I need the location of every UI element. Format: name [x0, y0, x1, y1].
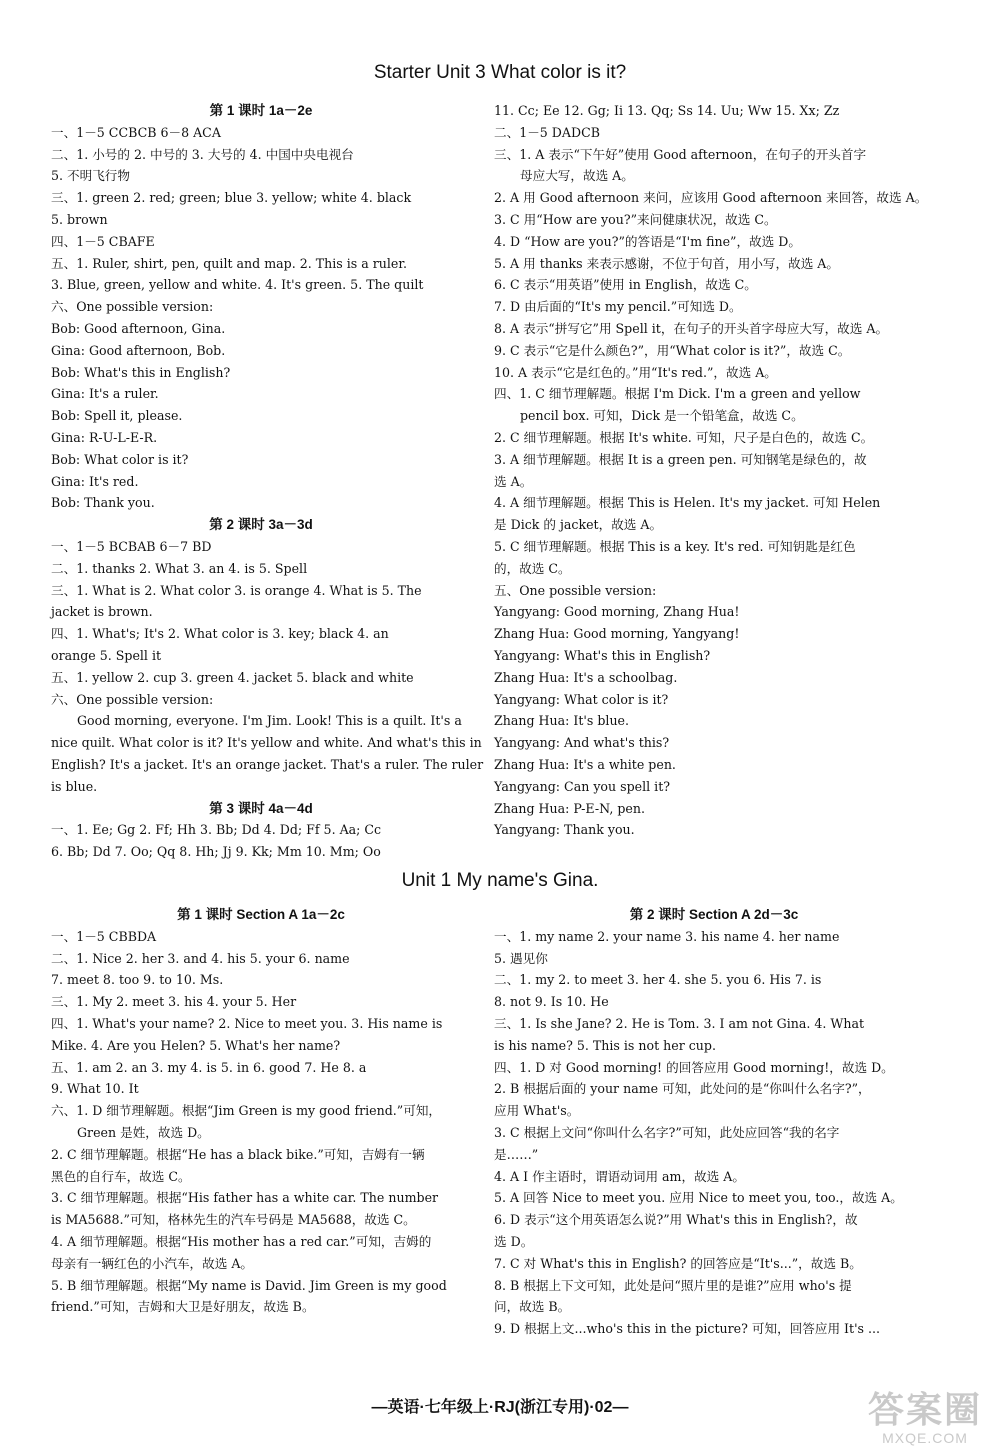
answer-line: 四、1. What's your name? 2. Nice to meet you. 3. His name is	[51, 1015, 443, 1031]
answer-line: 8. A 表示“拼写它”用 Spell it，在句子的开头首字母应大写，故选 A。	[494, 320, 889, 336]
answer-line: 五、1. yellow 2. cup 3. green 4. jacket 5. black and white	[51, 669, 414, 685]
answer-line: 5. B 细节理解题。根据“My name is David. Jim Green is my good	[51, 1277, 447, 1293]
answer-line: Bob: What's this in English?	[51, 364, 231, 380]
answer-line: 一、1－5 CBBDA	[51, 928, 157, 944]
answer-line: 3. A 细节理解题。根据 It is a green pen. 可知钢笔是绿色的，故	[494, 451, 867, 467]
answer-line: 2. B 根据后面的 your name 可知，此处问的是“你叫什么名字?”，	[494, 1081, 871, 1097]
answer-line: Yangyang: Can you spell it?	[494, 778, 671, 794]
answer-line: is his name? 5. This is not her cup.	[494, 1037, 716, 1053]
answer-line: 是 Dick 的 jacket，故选 A。	[494, 517, 663, 533]
answer-line: 三、1. My 2. meet 3. his 4. your 5. Her	[51, 994, 297, 1010]
watermark-logo	[868, 1390, 982, 1446]
answer-line: 4. A 细节理解题。根据“His mother has a red car.”可知，吉姆的	[51, 1233, 432, 1249]
answer-line: 二、1. 小号的 2. 中号的 3. 大号的 4. 中国中央电视台	[51, 146, 354, 162]
column-starter-left	[51, 100, 484, 863]
answer-line: Gina: It's red.	[51, 473, 139, 489]
answer-line: 8. B 根据上下文可知，此处是问“照片里的是谁?”应用 who's 提	[494, 1277, 852, 1293]
answer-line: 五、One possible version:	[494, 582, 657, 598]
answer-line: 一、1－5 BCBAB 6－7 BD	[51, 538, 212, 554]
lesson-heading: 第 2 课时 3a－3d	[209, 517, 313, 533]
answer-line: 二、1. thanks 2. What 3. an 4. is 5. Spell	[51, 560, 308, 576]
answer-line: 五、1. Ruler, shirt, pen, quilt and map. 2. This is a ruler.	[51, 255, 408, 271]
answer-line: pencil box. 可知，Dick 是一个铅笔盒，故选 C。	[520, 408, 804, 424]
answer-line: nice quilt. What color is it? It's yellow and white. And what's this in	[51, 735, 482, 751]
answer-line: is blue.	[51, 778, 98, 794]
answer-line: 3. Blue, green, yellow and white. 4. It's green. 5. The quilt	[51, 277, 424, 293]
answer-line: 9. D 根据上文...who's this in the picture? 可知，回答应用 It's ...	[494, 1321, 881, 1337]
answer-line: 5. A 回答 Nice to meet you. 应用 Nice to meet you, too.，故选 A。	[494, 1190, 903, 1206]
answer-line: 9. What 10. It	[51, 1081, 139, 1097]
answer-line: 6. C 表示“用英语”使用 in English，故选 C。	[494, 277, 757, 293]
answer-line: 二、1. Nice 2. her 3. and 4. his 5. your 6. name	[51, 950, 350, 966]
answer-line: 六、1. D 细节理解题。根据“Jim Green is my good friend.”可知，	[51, 1103, 442, 1119]
answer-line: 6. Bb; Dd 7. Oo; Qq 8. Hh; Jj 9. Kk; Mm 10. Mm; Oo	[51, 844, 381, 860]
answer-line: 黑色的自行车，故选 C。	[51, 1168, 191, 1184]
answer-line: Bob: What color is it?	[51, 451, 189, 467]
answer-line: Zhang Hua: It's a schoolbag.	[494, 669, 678, 685]
answer-line: 5. 遇见你	[494, 950, 548, 966]
answer-line: 7. C 对 What's this in English? 的回答应是“It's...”，故选 B。	[494, 1255, 862, 1271]
answer-line: Bob: Good afternoon, Gina.	[51, 320, 226, 336]
answer-line: Bob: Spell it, please.	[51, 408, 183, 424]
answer-line: Green 是姓，故选 D。	[77, 1124, 210, 1140]
answer-line: 二、1. my 2. to meet 3. her 4. she 5. you 6. His 7. is	[494, 972, 822, 988]
watermark-text: 答案圈	[867, 1389, 982, 1430]
answer-line: 四、1. What's; It's 2. What color is 3. key; black 4. an	[51, 626, 389, 642]
answer-line: 6. D 表示“这个用英语怎么说?”用 What's this in English?，故	[494, 1212, 858, 1228]
answer-line: 应用 What's。	[494, 1103, 580, 1119]
answer-line: 5. C 细节理解题。根据 This is a key. It's red. 可知钥匙是红色	[494, 538, 856, 554]
answer-line: orange 5. Spell it	[51, 647, 162, 663]
answer-line: 选 A。	[494, 473, 533, 489]
answer-line: is MA5688.”可知，格林先生的汽车号码是 MA5688，故选 C。	[51, 1212, 416, 1228]
answer-line: 一、1. Ee; Gg 2. Ff; Hh 3. Bb; Dd 4. Dd; Ff 5. Aa; Cc	[51, 822, 382, 838]
answer-line: 2. A 用 Good afternoon 来问，应该用 Good afternoon 来回答，故选 A。	[494, 190, 928, 206]
answer-line: English? It's a jacket. It's an orange jacket. That's a ruler. The ruler	[51, 756, 484, 772]
answer-line: Yangyang: What's this in English?	[494, 647, 711, 663]
answer-line: Yangyang: And what's this?	[494, 735, 670, 751]
answer-line: 8. not 9. Is 10. He	[494, 994, 609, 1010]
answer-line: Zhang Hua: Good morning, Yangyang!	[494, 626, 740, 642]
answer-line: 7. meet 8. too 9. to 10. Ms.	[51, 972, 224, 988]
answer-line: 2. C 细节理解题。根据 It's white. 可知，尺子是白色的，故选 C。	[494, 429, 874, 445]
answer-line: Gina: Good afternoon, Bob.	[51, 342, 226, 358]
answer-line: 二、1－5 DADCB	[494, 124, 600, 140]
answer-line: Yangyang: Good morning, Zhang Hua!	[494, 604, 740, 620]
answer-line: 是……”	[494, 1146, 539, 1162]
answer-line: 五、1. am 2. an 3. my 4. is 5. in 6. good 7. He 8. a	[51, 1059, 367, 1075]
answer-line: 三、1. A 表示“下午好”使用 Good afternoon，在句子的开头首字	[494, 146, 867, 162]
answer-line: 六、One possible version:	[51, 691, 214, 707]
answer-line: Zhang Hua: It's a white pen.	[494, 756, 676, 772]
answer-line: Bob: Thank you.	[51, 495, 155, 511]
answer-line: 2. C 细节理解题。根据“He has a black bike.”可知，吉姆有一辆	[51, 1146, 425, 1162]
answer-line: 7. D 由后面的“It's my pencil.”可知选 D。	[494, 299, 742, 315]
answer-line: 问，故选 B。	[494, 1299, 571, 1315]
column-unit1-left	[51, 904, 471, 1318]
section-title-starter-unit-3: Starter Unit 3 What color is it?	[373, 62, 627, 83]
section-title-unit-1: Unit 1 My name's Gina.	[401, 870, 599, 891]
answer-line: 4. D “How are you?”的答语是“I'm fine”，故选 D。	[494, 233, 801, 249]
answer-line: 三、1. Is she Jane? 2. He is Tom. 3. I am not Gina. 4. What	[494, 1015, 865, 1031]
lesson-heading: 第 1 课时 1a－2e	[209, 103, 313, 118]
answer-line: 10. A 表示“它是红色的。”用“It's red.”，故选 A。	[494, 364, 777, 380]
answer-line: Good morning, everyone. I'm Jim. Look! This is a quilt. It's a	[77, 713, 462, 729]
answer-line: 4. A 细节理解题。根据 This is Helen. It's my jacket. 可知 Helen	[494, 495, 881, 511]
answer-line: Gina: It's a ruler.	[51, 386, 159, 402]
answer-line: Gina: R-U-L-E-R.	[51, 429, 158, 445]
answer-line: 三、1. green 2. red; green; blue 3. yellow; white 4. black	[51, 190, 412, 206]
answer-line: 的，故选 C。	[494, 560, 571, 576]
answer-line: 5. A 用 thanks 来表示感谢，不位于句首，用小写，故选 A。	[494, 255, 839, 271]
answer-line: 5. 不明飞行物	[51, 168, 130, 184]
answer-line: 4. A I 作主语时，谓语动词用 am，故选 A。	[494, 1168, 745, 1184]
answer-line: 3. C 细节理解题。根据“His father has a white car. The number	[51, 1190, 439, 1206]
column-unit1-right	[494, 904, 934, 1340]
page-footer: —英语·七年级上·RJ(浙江专用)·02—	[371, 1399, 629, 1416]
answer-line: Yangyang: Thank you.	[494, 822, 635, 838]
answer-line: Yangyang: What color is it?	[494, 691, 669, 707]
answer-line: 选 D。	[494, 1233, 534, 1249]
answer-line: 母亲有一辆红色的小汽车，故选 A。	[51, 1255, 254, 1271]
answer-line: Zhang Hua: It's blue.	[494, 713, 630, 729]
watermark-url: MXQE.COM	[882, 1430, 968, 1446]
answer-line: friend.”可知，吉姆和大卫是好朋友，故选 B。	[51, 1299, 315, 1315]
answer-line: 四、1－5 CBAFE	[51, 233, 155, 249]
answer-line: 四、1. C 细节理解题。根据 I'm Dick. I'm a green and yellow	[494, 386, 861, 402]
answer-line: 11. Cc; Ee 12. Gg; Ii 13. Qq; Ss 14. Uu; Ww 15. Xx; Zz	[494, 103, 840, 118]
answer-line: 3. C 根据上文问“你叫什么名字?”可知，此处应回答“我的名字	[494, 1124, 840, 1140]
answer-line: 9. C 表示“它是什么颜色?”，用“What color is it?”，故选 C。	[494, 342, 851, 358]
answer-line: 三、1. What is 2. What color 3. is orange 4. What is 5. The	[51, 582, 422, 598]
answer-line: 5. brown	[51, 211, 108, 227]
answer-line: 一、1. my name 2. your name 3. his name 4. her name	[494, 928, 840, 944]
answer-line: Zhang Hua: P-E-N, pen.	[494, 800, 645, 816]
answer-line: jacket is brown.	[51, 604, 153, 620]
lesson-heading: 第 2 课时 Section A 2d－3c	[629, 907, 799, 922]
answer-line: 3. C 用“How are you?”来问健康状况，故选 C。	[494, 211, 777, 227]
answer-line: 四、1. D 对 Good morning! 的回答应用 Good morning!，故选 D。	[494, 1059, 894, 1075]
answer-line: 六、One possible version:	[51, 299, 214, 315]
lesson-heading: 第 1 课时 Section A 1a－2c	[177, 907, 345, 922]
answer-line: 一、1－5 CCBCB 6－8 ACA	[51, 124, 221, 140]
answer-line: Mike. 4. Are you Helen? 5. What's her name?	[51, 1037, 341, 1053]
answer-line: 母应大写，故选 A。	[520, 168, 634, 184]
column-starter-right	[494, 100, 934, 841]
lesson-heading: 第 3 课时 4a－4d	[209, 800, 313, 816]
